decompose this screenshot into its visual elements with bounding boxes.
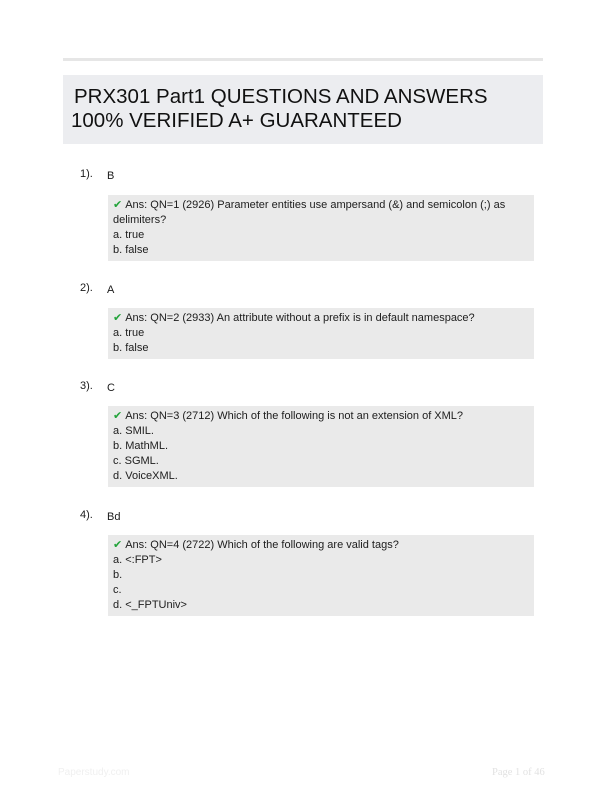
- question-item: [80, 282, 540, 354]
- check-icon: ✔: [113, 410, 123, 422]
- check-icon: ✔: [113, 539, 123, 551]
- question-text: Ans: QN=1 (2926) Parameter entities use ampersand (&) and semicolon (;) as delimiters?: [113, 199, 506, 226]
- option-b: b.: [113, 569, 123, 581]
- question-text: Ans: QN=4 (2722) Which of the following are valid tags?: [125, 539, 399, 551]
- question-box: [108, 195, 534, 261]
- option-d: d. VoiceXML.: [113, 470, 178, 482]
- option-c: c. SGML.: [113, 455, 159, 467]
- top-divider: [63, 58, 543, 61]
- check-icon: ✔: [113, 312, 123, 324]
- answer-key: A: [107, 284, 115, 296]
- question-item: [80, 380, 540, 482]
- option-a: a. true: [113, 229, 145, 241]
- question-header: [80, 509, 540, 529]
- question-header: [80, 380, 540, 400]
- question-text: Ans: QN=3 (2712) Which of the following is not an extension of XML?: [125, 410, 464, 422]
- question-box: [108, 535, 534, 616]
- page-number: Page 1 of 46: [492, 767, 545, 778]
- question-text-line: [113, 538, 530, 553]
- option-b: b. false: [113, 342, 149, 354]
- option-d: d. <_FPTUniv>: [113, 599, 187, 611]
- question-header: [80, 282, 540, 302]
- question-item: [80, 509, 540, 611]
- option-a: a. <:FPT>: [113, 554, 162, 566]
- title-banner: [63, 75, 543, 144]
- option-a: a. SMIL.: [113, 425, 154, 437]
- answer-key: B: [107, 170, 115, 182]
- option-b: b. false: [113, 244, 149, 256]
- option-b: b. MathML.: [113, 440, 169, 452]
- question-text: Ans: QN=2 (2933) An attribute without a prefix is in default namespace?: [125, 312, 475, 324]
- page-title: PRX301 Part1 QUESTIONS AND ANSWERS 100% VERIFIED A+ GUARANTEED: [71, 85, 488, 132]
- question-number: 3).: [80, 380, 93, 392]
- question-number: 1).: [80, 168, 93, 180]
- question-number: 4).: [80, 509, 93, 521]
- question-text-line: [113, 198, 530, 228]
- option-a: a. true: [113, 327, 145, 339]
- footer-watermark: Paperstudy.com: [58, 767, 130, 778]
- question-number: 2).: [80, 282, 93, 294]
- check-icon: ✔: [113, 199, 123, 211]
- answer-key: C: [107, 382, 115, 394]
- question-text-line: [113, 409, 530, 424]
- question-text-line: [113, 311, 530, 326]
- question-header: [80, 168, 540, 188]
- question-item: [80, 168, 540, 256]
- question-box: [108, 308, 534, 359]
- question-box: [108, 406, 534, 487]
- option-c: c.: [113, 584, 122, 596]
- answer-key: Bd: [107, 511, 121, 523]
